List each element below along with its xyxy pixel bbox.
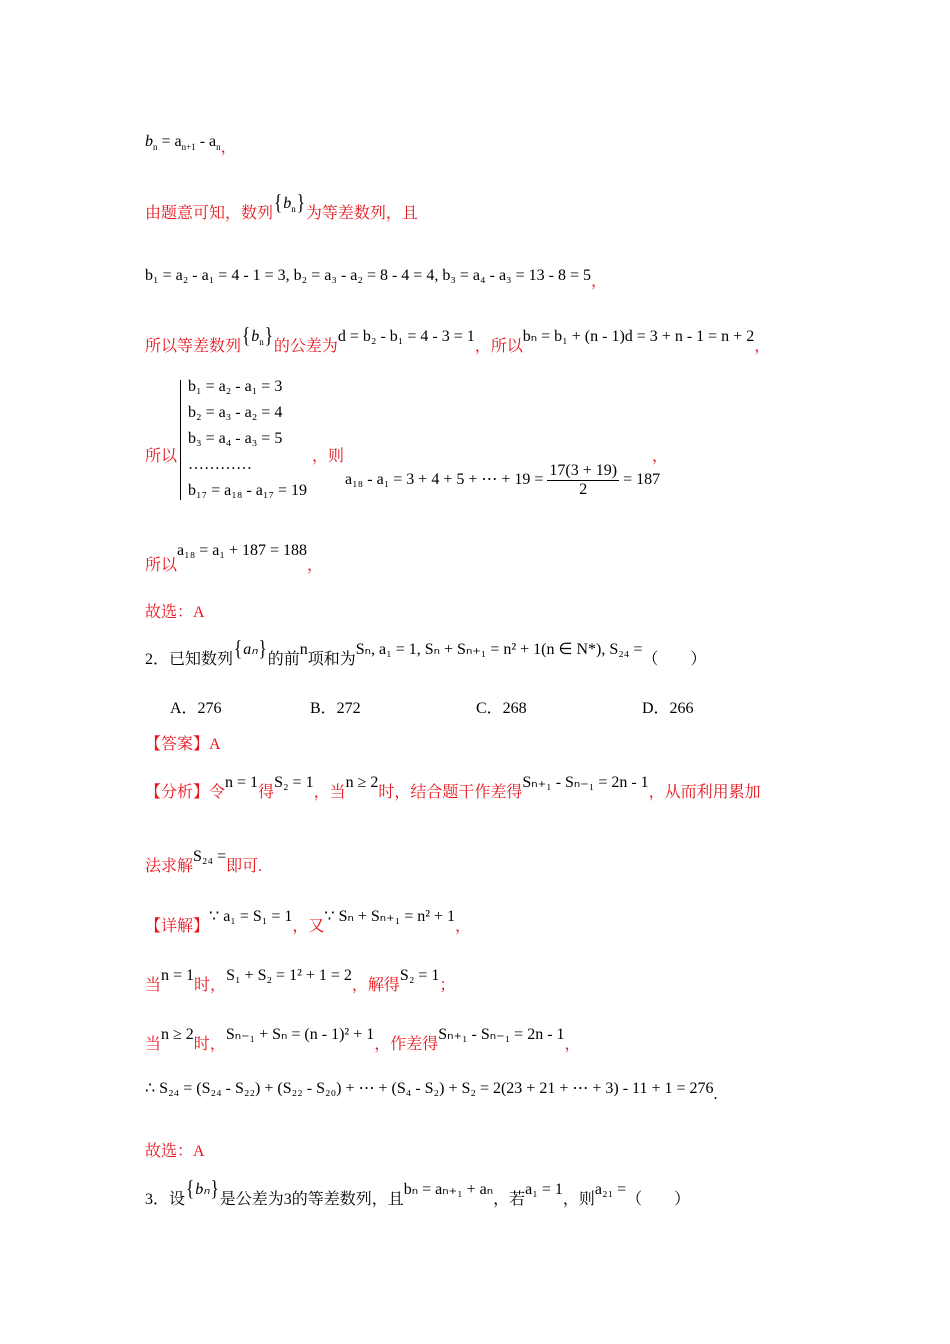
system-row-17: b₁₇ = a₁₈ - a₁₇ = 19 xyxy=(188,482,308,499)
equation-system xyxy=(180,378,320,504)
math-bn-q3: {bₙ} xyxy=(186,1176,219,1201)
system-brace xyxy=(180,380,187,500)
answer-choice-2: 故选：A xyxy=(145,1143,205,1160)
answer-block: 【答案】A xyxy=(145,736,221,753)
question-2: 2．已知数列{aₙ}的前n项和为Sₙ, a₁ = 1, Sₙ + Sₙ₊₁ = n² + 1(n ∈ N*), S₂₄ =（ ） xyxy=(145,636,707,668)
detail-line-2: 当n = 1时，S₁ + S₂ = 1² + 1 = 2，解得S₂ = 1； xyxy=(145,967,456,994)
statement-common-difference: 所以等差数列$\{b_n\}$的公差为d = b₂ - b₁ = 4 - 3 = 1，所以bₙ = b₁ + (n - 1)d = 3 + n - 1 = n + 2， xyxy=(145,323,771,355)
statement-bn-arithmetic: 由题意可知，数列$\{b_n\}$为等差数列，且 xyxy=(145,190,418,222)
math-bn: $\{b_n\}$ xyxy=(274,190,305,215)
system-row-1: b₁ = a₂ - a₁ = 3 xyxy=(188,378,283,395)
system-row-2: b₂ = a₃ - a₂ = 4 xyxy=(188,404,283,421)
label-suoyi-system: 所以 xyxy=(145,448,178,465)
option-d[interactable]: D．266 xyxy=(642,700,694,717)
analysis-line-1: 【分析】令n = 1得S₂ = 1，当n ≥ 2时，结合题干作差得Sₙ₊₁ - Sₙ₋₁ = 2n - 1，从而利用累加 xyxy=(145,774,761,801)
formula-a18-minus-a1: a₁₈ - a₁ = 3 + 4 + 5 + ⋯ + 19 = $\frac{17(3 + 19)}{2}$ = 187 xyxy=(345,462,661,498)
system-row-dots: ………… xyxy=(188,456,252,473)
system-row-3: b₃ = a₄ - a₃ = 5 xyxy=(188,430,283,447)
formula-b1-b2-b3: b₁ = a₂ - a₁ = 4 - 1 = 3, b₂ = a₃ - a₂ = 8 - 4 = 4, b₃ = a₄ - a₃ = 13 - 8 = 5， xyxy=(145,267,608,290)
option-c[interactable]: C．268 xyxy=(476,700,527,717)
option-a[interactable]: A．276 xyxy=(170,700,222,717)
detail-line-1: 【详解】∵ a₁ = S₁ = 1，又∵ Sₙ + Sₙ₊₁ = n² + 1， xyxy=(145,908,472,935)
formula-bn-definition: $b_n = a_{n+1} - a_n$， xyxy=(145,133,237,156)
answer-choice-1: 故选：A xyxy=(145,604,205,621)
detail-line-3: 当n ≥ 2时，Sₙ₋₁ + Sₙ = (n - 1)² + 1，作差得Sₙ₊₁ - Sₙ₋₁ = 2n - 1， xyxy=(145,1026,581,1053)
label-ze: ，则 xyxy=(312,448,345,465)
fraction: $\frac{17(3 + 19)}{2}$ xyxy=(549,462,618,498)
math-bn-set: $\{b_n\}$ xyxy=(242,323,273,348)
detail-line-4: ∴ S₂₄ = (S₂₄ - S₂₂) + (S₂₂ - S₂₀) + ⋯ + (S₄ - S₂) + S₂ = 2(23 + 21 + ⋯ + 3) - 11 + 1 = 276. xyxy=(145,1080,718,1103)
question-3: 3．设{bₙ}是公差为3的等差数列，且bₙ = aₙ₊₁ + aₙ，若a₁ = 1，则a₂₁ =（ ） xyxy=(145,1176,691,1208)
analysis-line-2: 法求解S₂₄ =即可. xyxy=(145,848,263,875)
math-an: {aₙ} xyxy=(234,636,267,661)
statement-a18: 所以a₁₈ = a₁ + 187 = 188， xyxy=(145,542,324,574)
comma-5: ， xyxy=(652,448,669,465)
option-b[interactable]: B．272 xyxy=(310,700,361,717)
math: $b_n = a_{n+1} - a_n$ xyxy=(145,133,221,152)
